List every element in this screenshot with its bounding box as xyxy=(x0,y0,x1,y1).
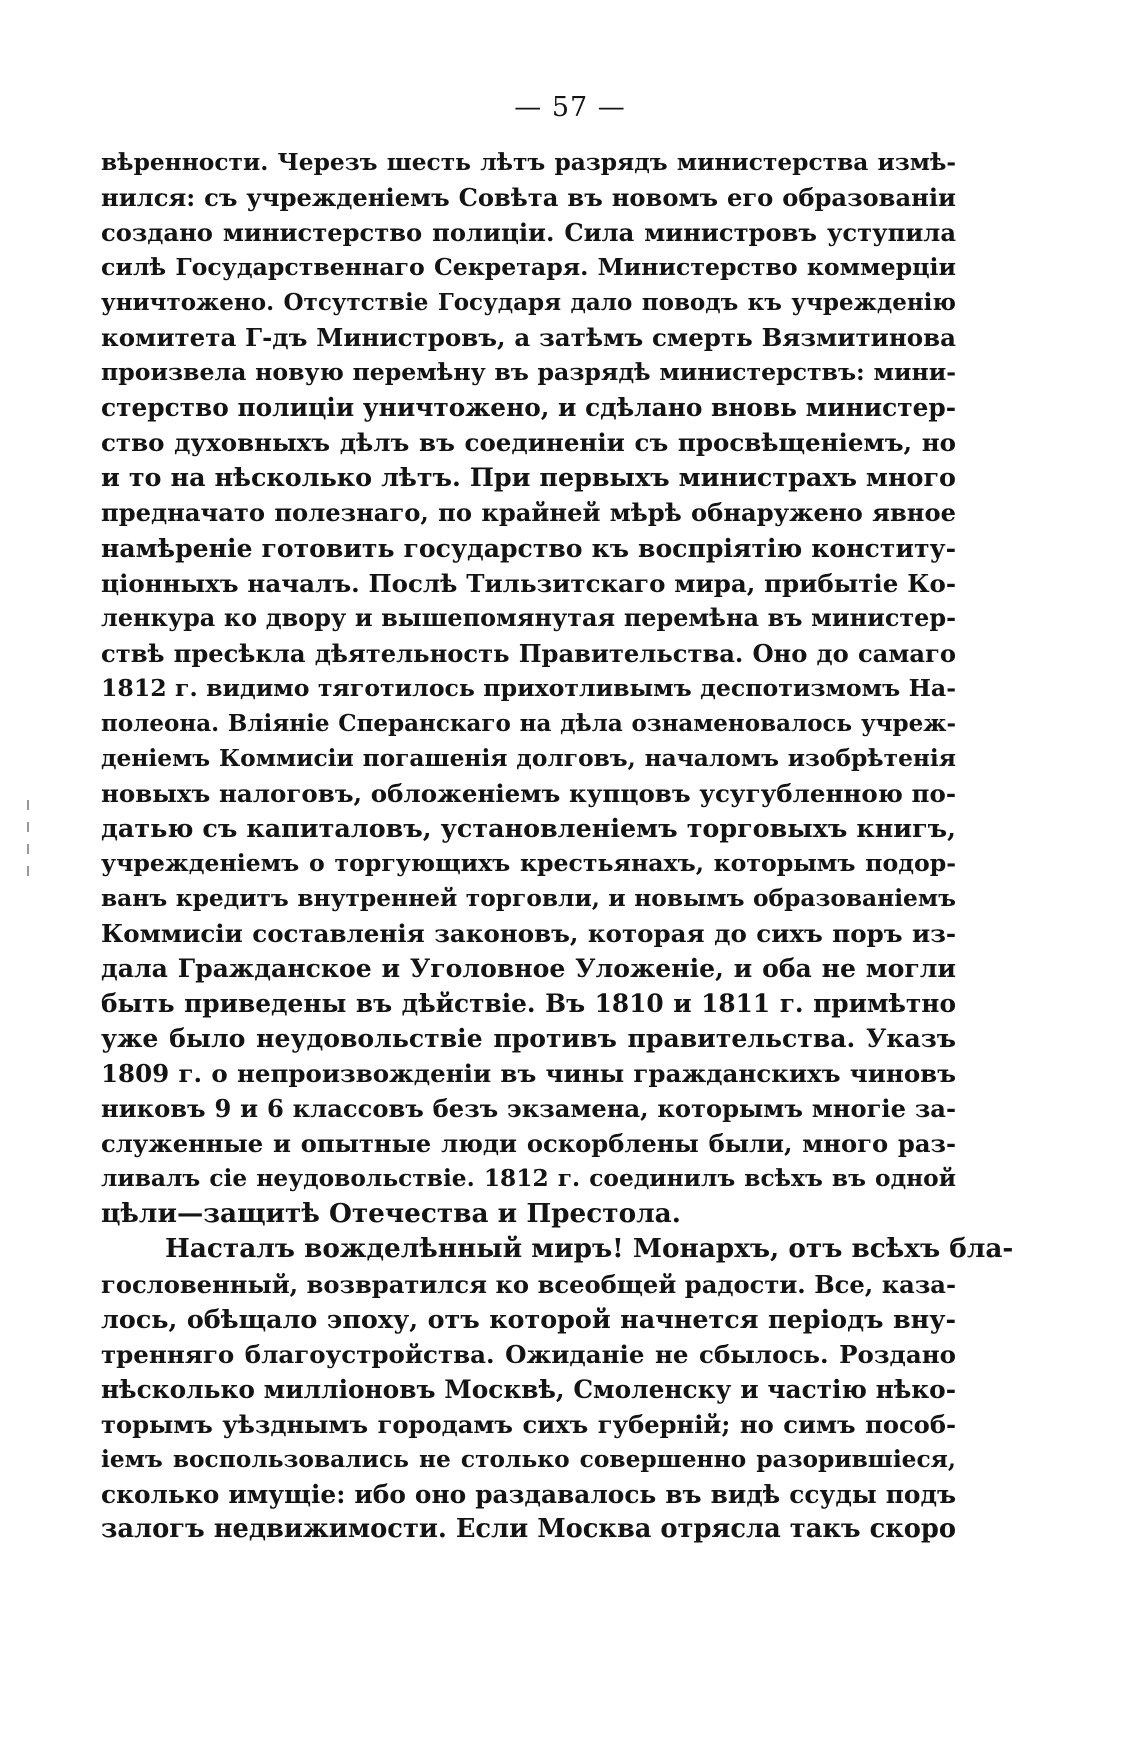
text-line: дала Гражданское и Уголовное Уложеніе, и оба не могли xyxy=(101,953,956,984)
text-line: и то на нѣсколько лѣтъ. При первыхъ министрахъ много xyxy=(101,462,956,493)
text-line: предначато полезнаго, по крайней мѣрѣ обнаружено явное xyxy=(101,498,956,528)
text-line: тренняго благоустройства. Ожиданіе не сбылось. Роздано xyxy=(101,1339,956,1369)
text-line: ленкура ко двору и вышепомянутая перемѣна въ министер- xyxy=(101,603,956,632)
text-line: стерство полиціи уничтожено, и сдѣлано вновь министер- xyxy=(101,393,956,423)
text-line: никовъ 9 и 6 классовъ безъ экзамена, которымъ многіе за- xyxy=(101,1094,956,1124)
text-line: ство духовныхъ дѣлъ въ соединеніи съ просвѣщеніемъ, но xyxy=(101,428,956,458)
text-line: ціонныхъ началъ. Послѣ Тильзитскаго мира, прибытіе Ко- xyxy=(101,568,956,598)
text-line: намѣреніе готовить государство къ воспріятію конститу- xyxy=(101,532,956,563)
text-line: ствѣ пресѣкла дѣятельность Правительства. Оно до самаго xyxy=(101,638,956,668)
text-line: ливалъ сіе неудовольствіе. 1812 г. соединилъ всѣхъ въ одной xyxy=(101,1165,956,1193)
scan-artifact-mark xyxy=(27,800,29,810)
text-line: цѣли—защитѣ Отечества и Престола. xyxy=(101,1198,681,1230)
text-line: залогъ недвижимости. Если Москва отрясла такъ скоро xyxy=(101,1513,956,1544)
scan-artifact-mark xyxy=(27,822,29,832)
text-line: быть приведены въ дѣйствіе. Въ 1810 и 1811 г. примѣтно xyxy=(101,989,956,1019)
text-line: іемъ воспользовались не столько совершенно разорившіеся, xyxy=(101,1445,956,1473)
text-line: нился: съ учрежденіемъ Совѣта въ новомъ его образованіи xyxy=(101,183,956,213)
paragraph-2 xyxy=(101,1231,1014,1546)
text-line: служенные и опытные люди оскорблены были, много раз- xyxy=(101,1129,956,1159)
text-line: создано министерство полиціи. Сила министровъ уступила xyxy=(101,218,956,248)
paragraph-1 xyxy=(101,145,956,1231)
text-line: Коммисіи составленія законовъ, которая до сихъ поръ из- xyxy=(101,919,956,949)
text-line: уничтожено. Отсутствіе Государя дало поводъ къ учрежденію xyxy=(101,289,956,317)
text-line: Насталъ вожделѣнный миръ! Монархъ, отъ всѣхъ бла- xyxy=(165,1233,1014,1265)
text-line: новыхъ налоговъ, обложеніемъ купцовъ усугубленною по- xyxy=(101,778,956,808)
text-line: 1809 г. о непроизвожденіи въ чины гражданскихъ чиновъ xyxy=(101,1059,956,1089)
page-number: — 57 — xyxy=(514,92,626,123)
text-line: учрежденіемъ о торгующихъ крестьянахъ, которымъ подор- xyxy=(101,848,956,877)
text-line: датью съ капиталовъ, установленіемъ торговыхъ книгъ, xyxy=(101,812,956,843)
text-line: нѣсколько милліоновъ Москвѣ, Смоленску и частію нѣко- xyxy=(101,1374,956,1404)
text-line: произвела новую перемѣну въ разрядѣ министерствъ: мини- xyxy=(101,358,956,387)
text-line: деніемъ Коммисіи погашенія долговъ, началомъ изобрѣтенія xyxy=(101,744,956,772)
text-line: торымъ уѣзднымъ городамъ сихъ губерній; но симъ пособ- xyxy=(101,1409,956,1439)
text-line: уже было неудовольствіе противъ правительства. Указъ xyxy=(101,1023,956,1054)
text-line: комитета Г-дъ Министровъ, а затѣмъ смерть Вязмитинова xyxy=(101,323,956,353)
text-line: полеона. Вліяніе Сперанскаго на дѣла ознаменовалось учреж- xyxy=(101,709,956,737)
text-line: гословенный, возвратился ко всеобщей радости. Все, каза- xyxy=(101,1269,956,1299)
text-line: вѣренности. Черезъ шесть лѣтъ разрядъ министерства измѣ- xyxy=(101,149,956,176)
scan-artifact-mark xyxy=(27,844,29,854)
text-line: сколько имущіе: ибо оно раздавалось въ видѣ ссуды подъ xyxy=(101,1479,956,1509)
text-line: ванъ кредитъ внутренней торговли, и новымъ образованіемъ xyxy=(101,884,956,912)
text-line: силѣ Государственнаго Секретаря. Министерство коммерціи xyxy=(101,253,956,282)
body-text xyxy=(101,145,1014,1547)
text-line: 1812 г. видимо тяготилось прихотливымъ деспотизмомъ На- xyxy=(101,673,956,702)
scan-artifact-mark xyxy=(27,866,29,876)
text-line: лось, обѣщало эпоху, отъ которой начнется періодъ вну- xyxy=(101,1303,956,1334)
